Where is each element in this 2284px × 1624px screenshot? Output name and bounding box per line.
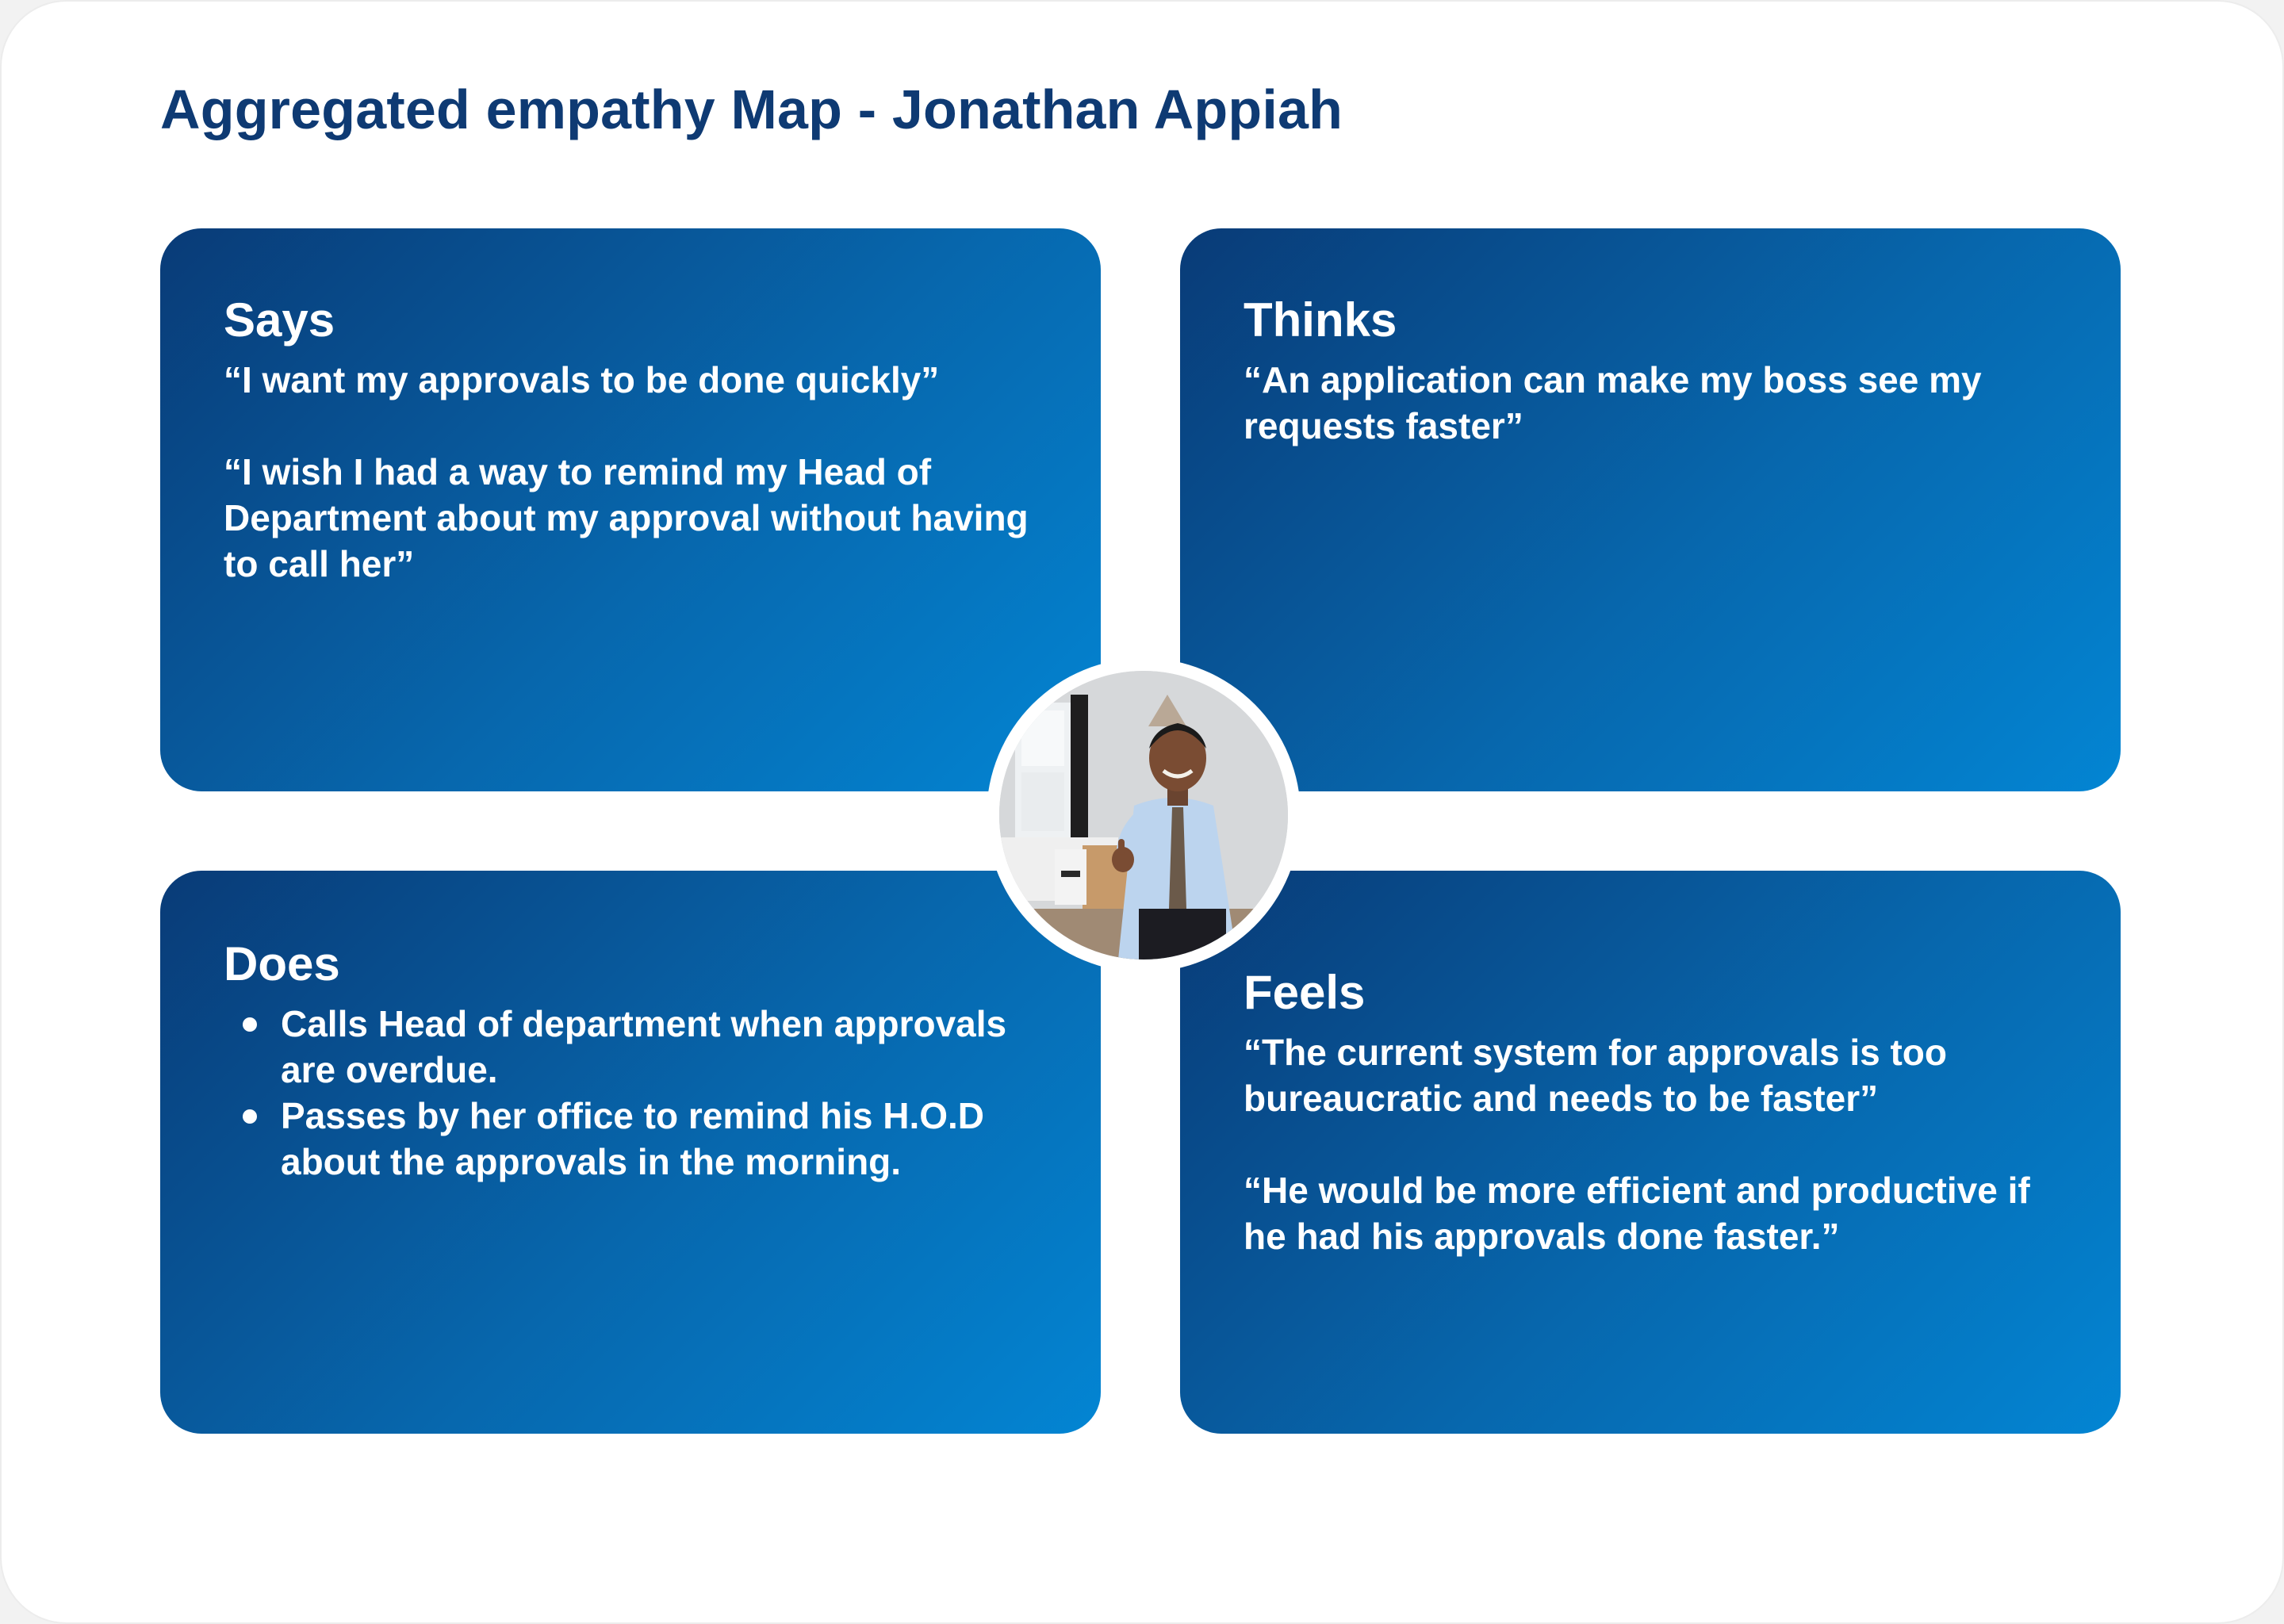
persona-avatar-frame: [987, 658, 1301, 972]
does-quadrant: [160, 871, 1101, 1434]
bullet-icon: [243, 1017, 257, 1032]
page-title: Aggregated empathy Map - Jonathan Appiah: [160, 79, 1343, 140]
bullet-icon: [243, 1109, 257, 1124]
does-list-item: [281, 1093, 1037, 1185]
thinks-quadrant: [1180, 228, 2121, 791]
feels-quote: “He would be more efficient and productive if he had his approvals done faster.”: [1244, 1170, 2030, 1257]
persona-photo: [999, 671, 1288, 959]
says-quote: “I wish I had a way to remind my Head of Department about my approval without having to call her”: [224, 451, 1029, 584]
feels-quadrant: [1180, 871, 2121, 1434]
does-list-item: [281, 1001, 1037, 1093]
feels-quote: “The current system for approvals is too bureaucratic and needs to be faster”: [1244, 1032, 1948, 1119]
thinks-heading: Thinks: [1244, 293, 1397, 347]
persona-photo-illustration: [999, 671, 1288, 959]
does-list: [224, 1001, 1037, 1185]
does-item-text: Passes by her office to remind his H.O.D about the approvals in the morning.: [281, 1095, 985, 1182]
feels-heading: Feels: [1244, 966, 1366, 1019]
says-quadrant: [160, 228, 1101, 791]
does-item-text: Calls Head of department when approvals are overdue.: [281, 1003, 1007, 1090]
does-heading: Does: [224, 937, 340, 990]
says-heading: Says: [224, 293, 335, 347]
says-quote: “I want my approvals to be done quickly”: [224, 359, 940, 400]
thinks-quote: “An application can make my boss see my requests faster”: [1244, 359, 1982, 446]
